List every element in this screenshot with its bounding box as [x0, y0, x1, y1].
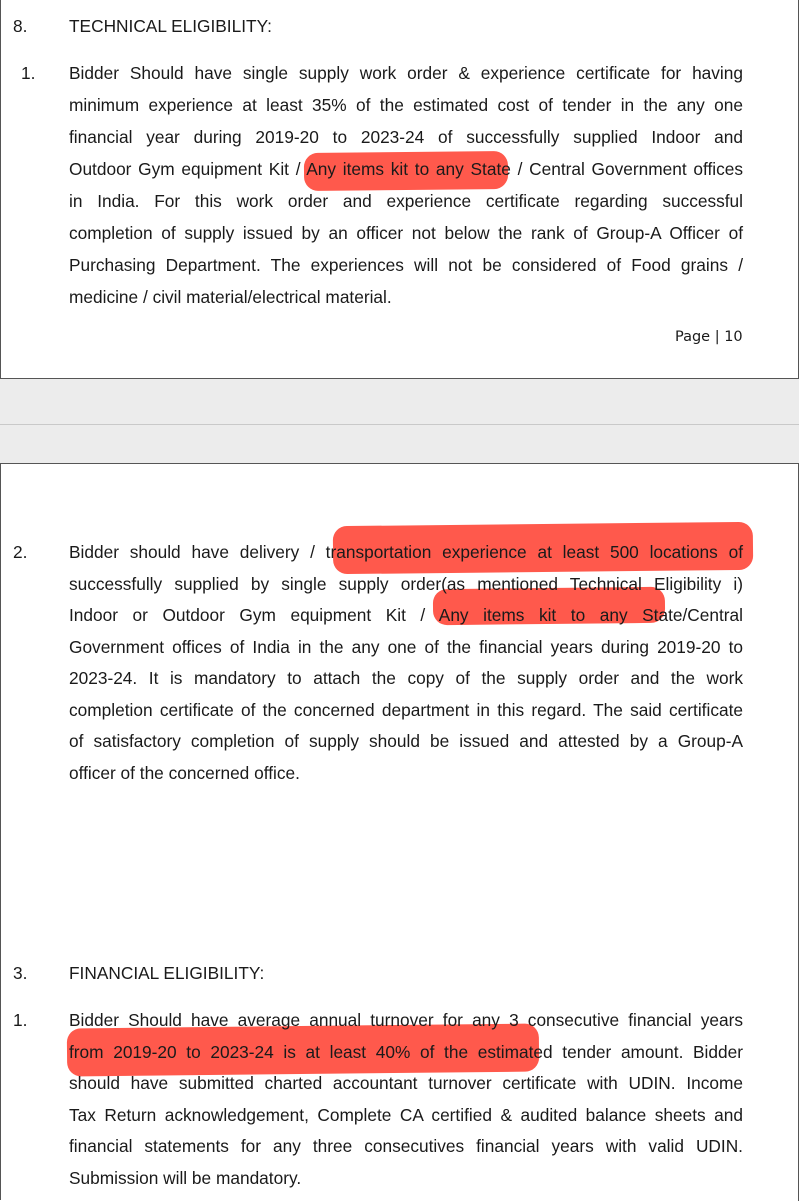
paragraph-line: of satisfactory completion of supply should be issued and attested by a Group-A	[69, 731, 743, 751]
paragraph-line: Submission will be mandatory.	[69, 1168, 302, 1188]
page-separator	[0, 379, 799, 463]
paragraph-line: minimum experience at least 35% of the estimated cost of tender in the any one	[69, 95, 743, 115]
paragraph-line: 2023-24. It is mandatory to attach the copy of the supply order and the work	[69, 668, 743, 688]
item-number: 1.	[21, 63, 36, 83]
item-number: 2.	[13, 542, 28, 562]
paragraph-line: Indoor or Outdoor Gym equipment Kit / Any items kit to any State/Central	[69, 605, 743, 625]
paragraph-line: should have submitted charted accountant turnover certificate with UDIN. Income	[69, 1073, 743, 1093]
paragraph-line: medicine / civil material/electrical material.	[69, 287, 392, 307]
paragraph-line: completion of supply issued by an officer not below the rank of Group-A Officer of	[69, 223, 743, 243]
paragraph-line: successfully supplied by single supply order(as mentioned Technical Eligibility i)	[69, 574, 743, 594]
paragraph-line: Purchasing Department. The experiences will not be considered of Food grains /	[69, 255, 743, 275]
divider	[0, 424, 799, 425]
paragraph-line: completion certificate of the concerned department in this regard. The said certificate	[69, 700, 743, 720]
paragraph-line: Bidder Should have average annual turnover for any 3 consecutive financial years	[69, 1010, 743, 1030]
section-heading: TECHNICAL ELIGIBILITY:	[69, 16, 272, 36]
paragraph-line: financial statements for any three consecutives financial years with valid UDIN.	[69, 1136, 743, 1156]
paragraph-line: Bidder Should have single supply work order & experience certificate for having	[69, 63, 743, 83]
paragraph-line: from 2019-20 to 2023-24 is at least 40% of the estimated tender amount. Bidder	[69, 1042, 743, 1062]
section-heading: FINANCIAL ELIGIBILITY:	[69, 963, 265, 983]
item-number: 1.	[13, 1010, 28, 1030]
section-number: 3.	[13, 963, 28, 983]
paragraph-line: Government offices of India in the any one of the financial years during 2019-20 to	[69, 637, 743, 657]
paragraph-line: financial year during 2019-20 to 2023-24 of successfully supplied Indoor and	[69, 127, 743, 147]
paragraph-line: in India. For this work order and experience certificate regarding successful	[69, 191, 743, 211]
paragraph-line: Bidder should have delivery / transportation experience at least 500 locations of	[69, 542, 743, 562]
paragraph-line: officer of the concerned office.	[69, 763, 300, 783]
paragraph-line: Tax Return acknowledgement, Complete CA certified & audited balance sheets and	[69, 1105, 743, 1125]
paragraph-line: Outdoor Gym equipment Kit / Any items kit to any State / Central Government offices	[69, 159, 743, 179]
section-number: 8.	[13, 16, 28, 36]
page-number-footer: Page | 10	[675, 329, 743, 345]
document-page-10	[0, 0, 799, 379]
document-page-11	[0, 463, 799, 1200]
